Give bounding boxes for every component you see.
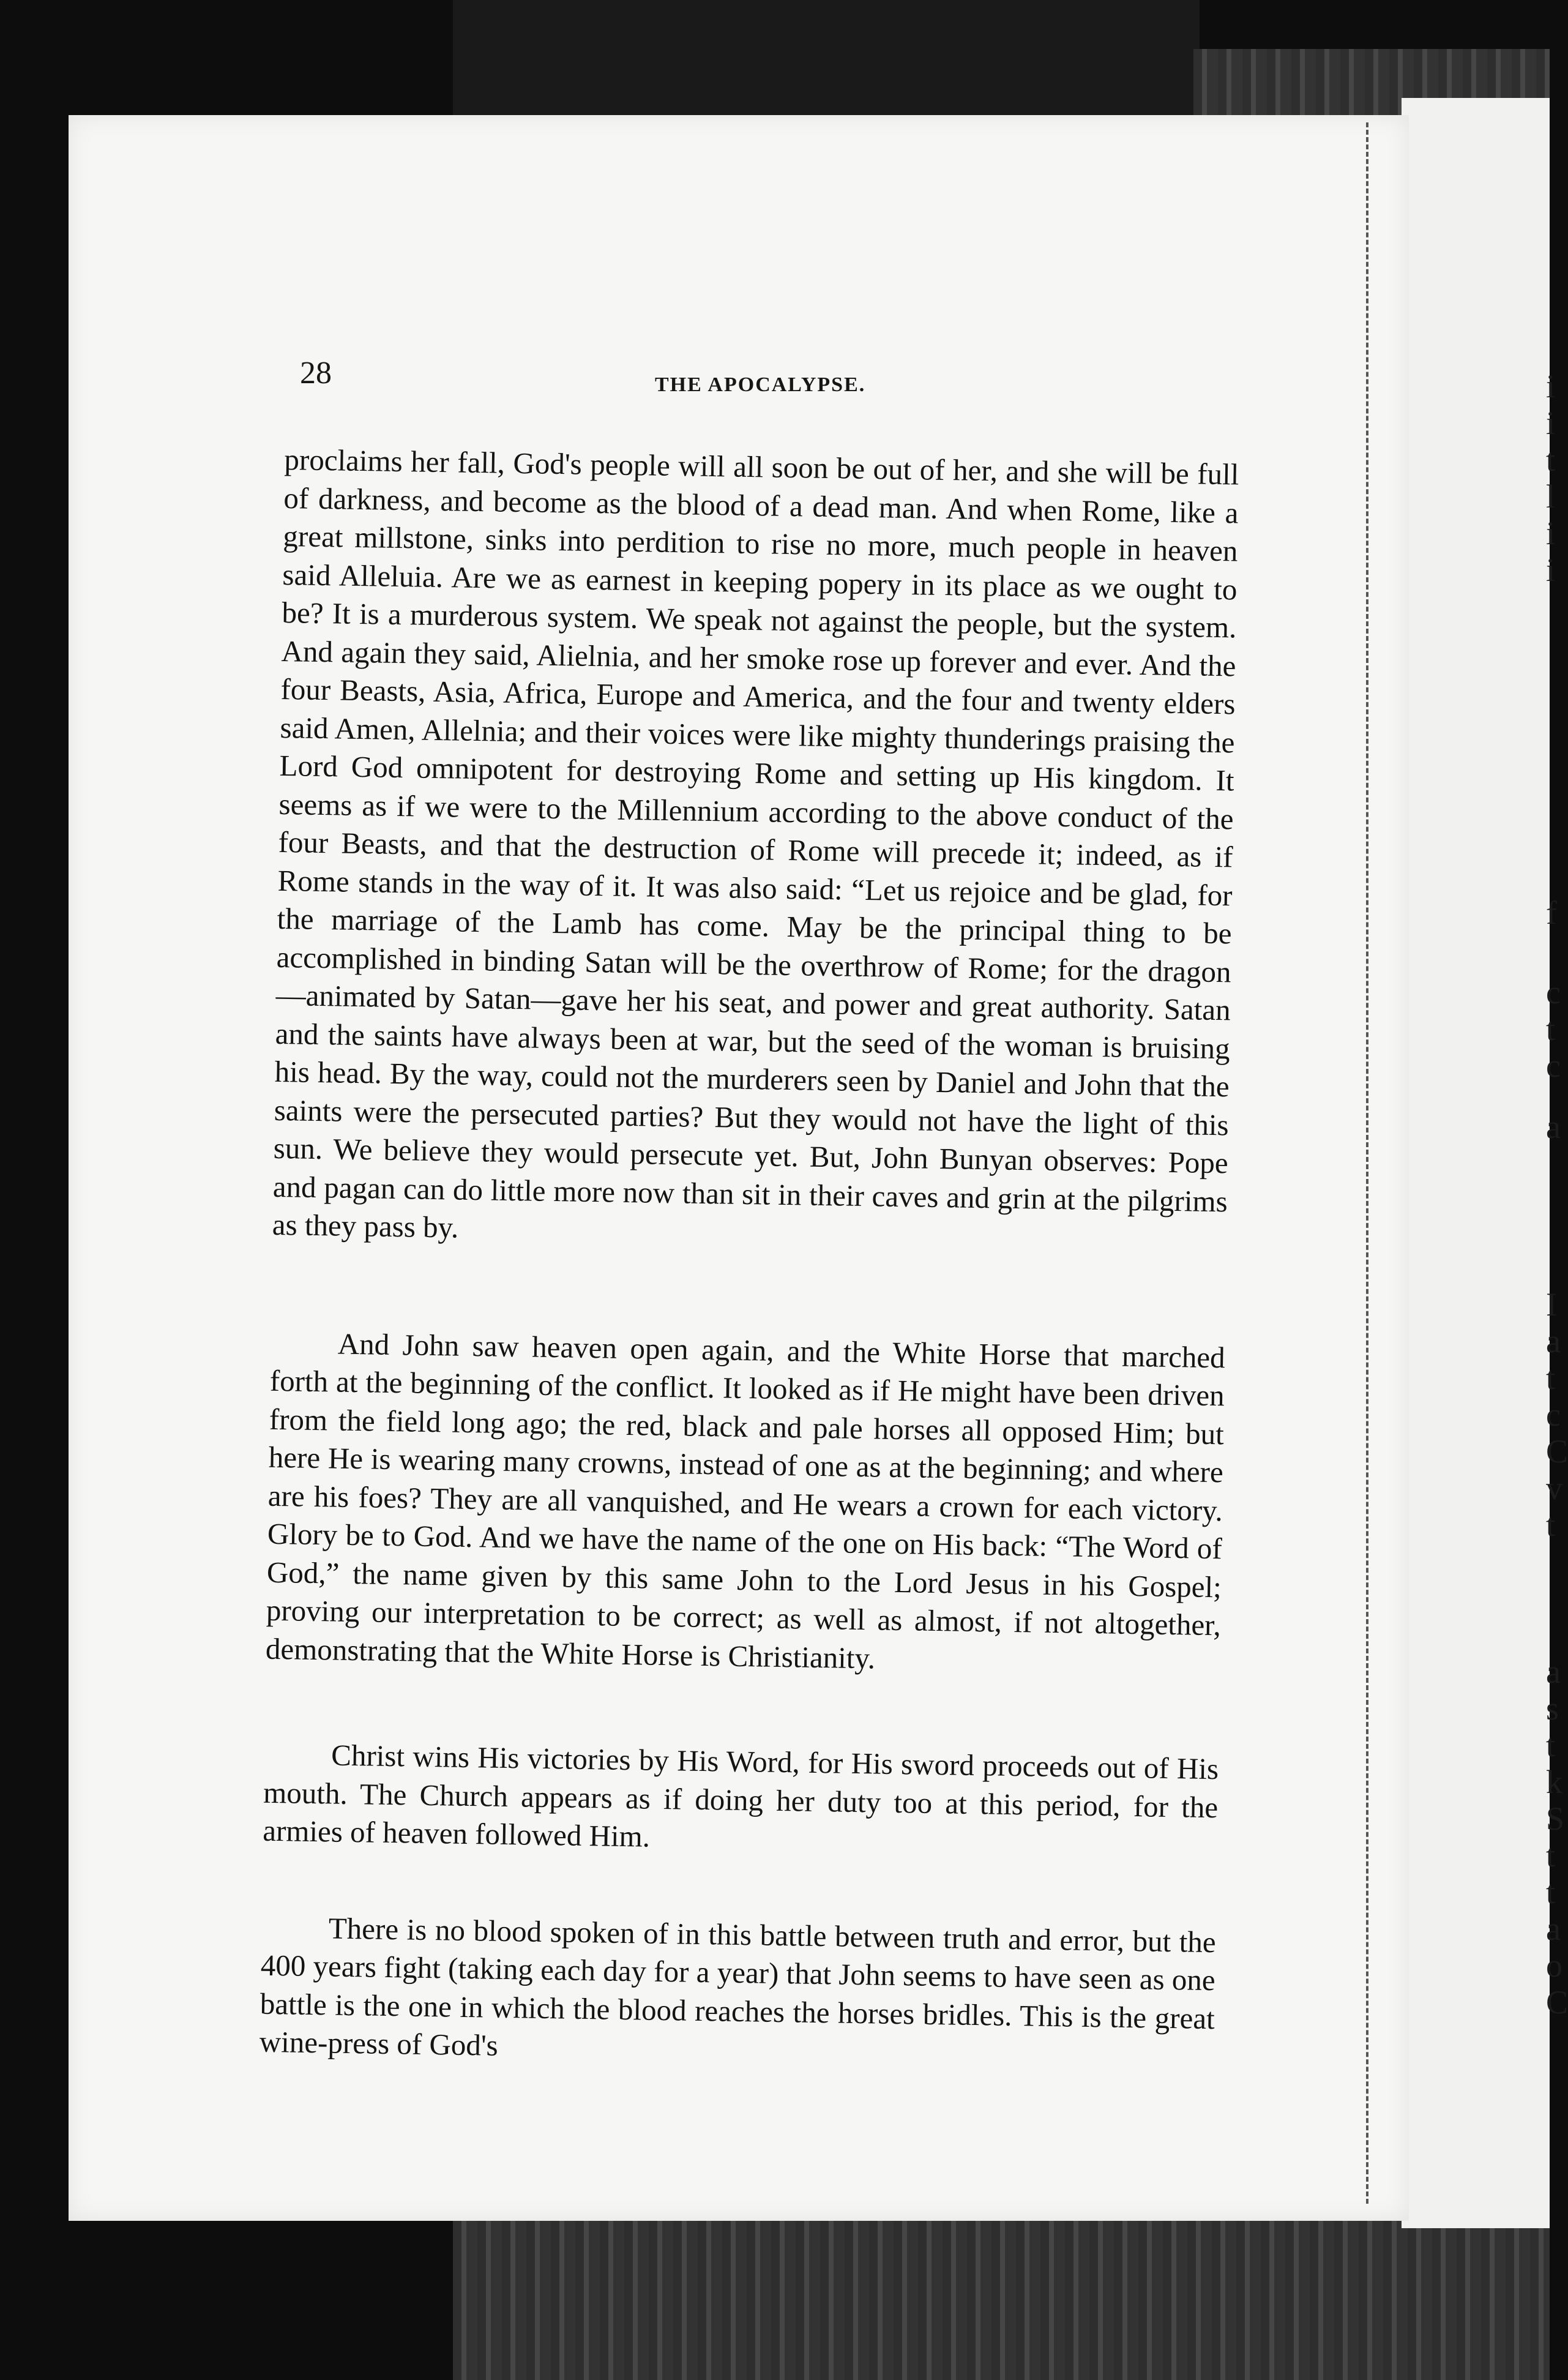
facing-page-edge <box>1402 98 1568 2228</box>
facing-page-letter: l <box>1546 478 1556 515</box>
paragraph-3: Christ wins His victories by His Word, for His sword proceeds out of His mouth. The Church appears as if doing her duty too at this period, for the armies of heaven followed Him. <box>262 1738 1219 1854</box>
facing-page-letter: a <box>1546 1910 1561 1947</box>
facing-page-letter: t <box>1546 441 1556 478</box>
facing-page-letter: I <box>1546 1286 1557 1323</box>
body-text <box>259 441 1239 2076</box>
paragraph-4: There is no blood spoken of in this battle between truth and error, but the 400 years fight (taking each day for a year) that John seems to have seen as one battle is the one in which the blood reaches the horses bridles. This is the great wine-press of God's <box>259 1910 1217 2062</box>
facing-page-letter: S <box>1546 1800 1565 1837</box>
page-number: 28 <box>300 356 332 391</box>
facing-page-letter: c <box>1546 1396 1561 1433</box>
facing-page-letter: f <box>1546 894 1557 931</box>
facing-page-letter: i <box>1546 405 1556 441</box>
facing-page-letter: c <box>1546 1047 1561 1084</box>
facing-page-letter: a <box>1546 1109 1561 1145</box>
facing-page-letter: t <box>1546 1837 1556 1874</box>
facing-page-letter: t <box>1546 1360 1556 1396</box>
facing-page-letter: a <box>1546 1653 1561 1690</box>
facing-page-letter: t <box>1546 1506 1556 1543</box>
facing-page-letter: a <box>1546 1323 1561 1360</box>
page-header <box>300 355 1242 404</box>
facing-page-letter: t <box>1546 1874 1556 1910</box>
facing-page-letter: C <box>1546 1984 1568 2021</box>
facing-page-letter: i <box>1546 515 1556 552</box>
facing-page-letter: k <box>1546 1764 1562 1800</box>
paragraph-1: proclaims her fall, God's people will all soon be out of her, and she will be full of darkness, and become as the blood of a dead man. And when Rome, like a great millstone, sinks into perdition to rise no more, much people in heaven said Alleluia. Are we as earnest in keeping popery in its place as we ought to be? It is a murderous system. We speak not against the people, but the system. And again they said, Alielnia, and her smoke rose up forever and ever. And the four Beasts, Asia, Africa, Europe and America, and the four and twenty elders said Amen, Allelnia; and their voices were like mighty thunderings praising the Lord God omnipotent for destroying Rome and setting up His kingdom. It seems as if we were to the Millennium according to the above conduct of the four Beasts, and that the destruction of Rome will precede it; indeed, as if Rome stands in the way of it. It was also said: “Let us rejoice and be glad, for the marriage of the Lamb has come. May be the principal thing to be accomplished in binding Satan will be the overthrow of Rome; for the dragon—animated by Satan—gave her his seat, and power and great authority. Satan and the saints have always been at war, but the seed of the woman is bruising his head. By the way, could not the murderers seen by Daniel and John that the saints were the persecuted parties? But they would not have the light of this sun. We believe they would persecute yet. But, John Bunyan observes: Pope and pagan can do little more now than sit in their caves and grin at the pilgrims as they pass by. <box>272 442 1239 1244</box>
running-title: THE APOCALYPSE. <box>655 373 866 396</box>
facing-page-letter: c <box>1546 974 1561 1011</box>
facing-page-letter: t <box>1546 1011 1556 1047</box>
facing-page-letter: i <box>1546 368 1556 405</box>
facing-page-letter: t <box>1546 1727 1556 1764</box>
facing-page-letter: v <box>1546 1470 1562 1506</box>
paragraph-2: And John saw heaven open again, and the White Horse that marched forth at the beginning of the conflict. It looked as if He might have been driven from the field long ago; the red, black and pale horses all opposed Him; but here He is wearing many crowns, instead of one as at the beginning; and where are his foes? They are all vanquished, and He wears a crown for each victory. Glory be to God. And we have the name of the one on His back: “The Word of God,” the name given by this same John to the Lord Jesus in his Gospel; proving our interpretation to be correct; as well as almost, if not altogether, demonstrating that the White Horse is Christianity. <box>265 1327 1226 1675</box>
facing-page-letter: o <box>1546 1947 1562 1984</box>
facing-page-letter: s <box>1546 1690 1559 1727</box>
facing-page-letter: i <box>1546 552 1556 588</box>
page-fold-line <box>1366 122 1372 2204</box>
facing-page-letter: C <box>1546 1433 1568 1470</box>
film-edge-top <box>453 0 1200 116</box>
